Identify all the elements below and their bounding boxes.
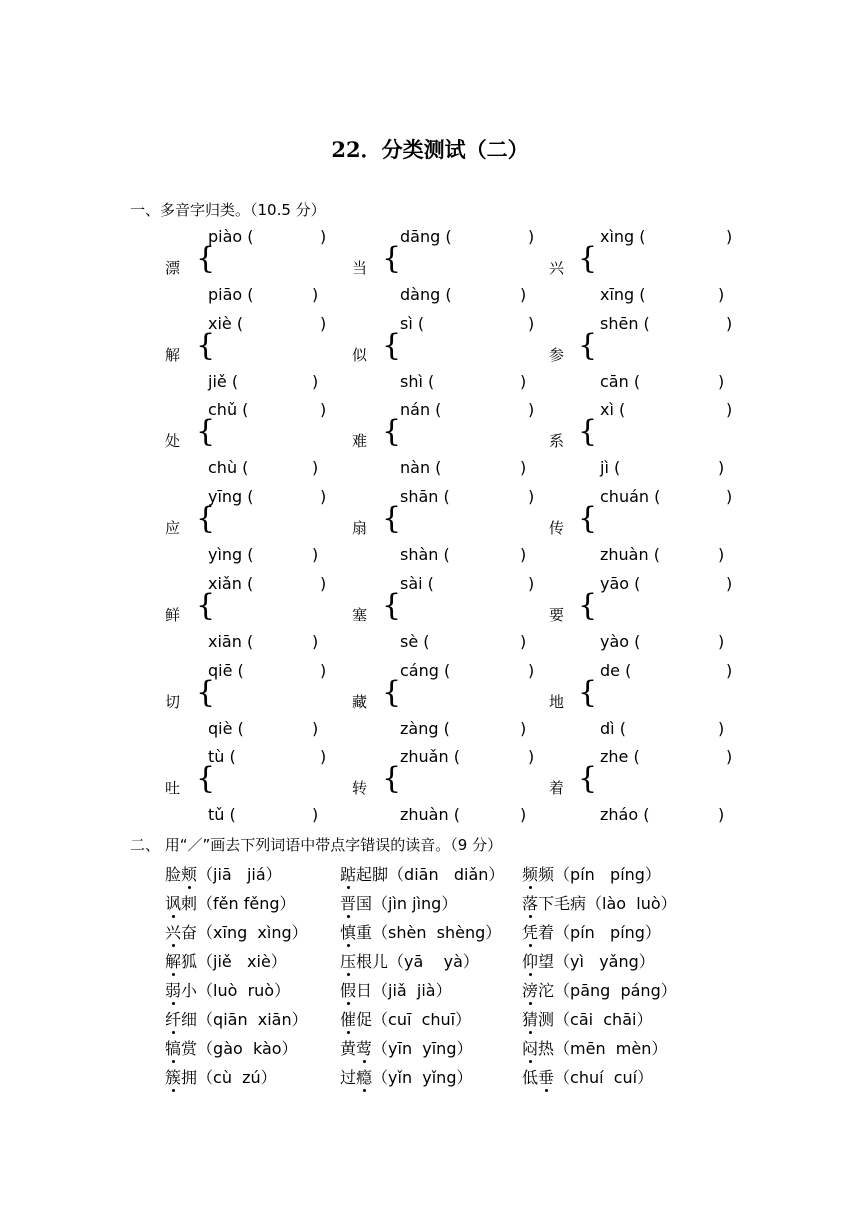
- word-text: 犒赏: [165, 1039, 198, 1058]
- answer-blank-close: ): [520, 631, 527, 651]
- answer-blank-close: ): [718, 545, 725, 565]
- word-text: 脸颊: [165, 865, 198, 884]
- section-1-heading: 一、多音字归类。（10.5 分）: [130, 201, 326, 219]
- word-item: [340, 891, 457, 914]
- pinyin-top: tù (: [208, 747, 236, 767]
- pinyin-options: （xīng xìng）: [197, 923, 308, 942]
- brace-icon: {: [382, 674, 402, 710]
- polyphone-char: 藏: [352, 692, 368, 711]
- dotted-char: 踮: [340, 865, 357, 884]
- brace-icon: {: [382, 501, 402, 537]
- polyphone-char: 塞: [352, 605, 368, 624]
- pinyin-bottom: shàn (: [400, 545, 450, 565]
- pinyin-bottom: zàng (: [400, 718, 450, 738]
- answer-blank-close: ): [312, 718, 319, 738]
- dotted-char: 讽: [165, 894, 182, 913]
- polyphone-char: 当: [352, 259, 368, 277]
- answer-blank-close: ): [320, 400, 327, 420]
- pinyin-bottom: piāo (: [208, 285, 254, 304]
- brace-icon: {: [578, 761, 598, 797]
- pinyin-bottom: jiě (: [208, 371, 239, 391]
- pinyin-options: （jiě xiè）: [197, 952, 287, 971]
- word-item: [165, 920, 308, 943]
- brace-icon: {: [382, 587, 402, 623]
- answer-blank-close: ): [718, 718, 725, 738]
- pinyin-options: （pín píng）: [554, 923, 661, 942]
- polyphone-char: 处: [165, 432, 181, 451]
- answer-blank-close: ): [528, 227, 535, 246]
- brace-icon: {: [578, 501, 598, 537]
- dotted-char: 犒: [165, 1039, 182, 1058]
- pinyin-bottom: xiān (: [208, 631, 254, 651]
- word-text: 低垂: [522, 1068, 555, 1087]
- word-item: [522, 949, 655, 972]
- brace-icon: {: [196, 501, 216, 537]
- answer-blank-close: ): [726, 227, 733, 246]
- pinyin-options: （yì yǎng）: [554, 952, 655, 971]
- pinyin-bottom: chù (: [208, 458, 249, 478]
- word-item: [340, 862, 504, 885]
- pinyin-top: de (: [600, 660, 632, 680]
- word-text: 晋国: [340, 894, 373, 913]
- pinyin-top: xì (: [600, 400, 626, 420]
- dotted-char: 闷: [522, 1039, 539, 1058]
- answer-blank-close: ): [528, 660, 535, 680]
- brace-icon: {: [196, 327, 216, 363]
- answer-blank-close: ): [320, 573, 327, 593]
- answer-blank-close: ): [528, 573, 535, 593]
- pinyin-options: （qiān xiān）: [197, 1010, 308, 1029]
- pinyin-options: （jìn jìng）: [372, 894, 458, 913]
- pinyin-top: shēn (: [600, 313, 650, 333]
- polyphone-char: 切: [165, 692, 181, 711]
- pinyin-options: （yīn yīng）: [372, 1039, 473, 1058]
- answer-blank-close: ): [520, 371, 527, 391]
- word-item: [522, 920, 661, 943]
- word-text: 落下毛病: [522, 894, 587, 913]
- pinyin-bottom: dì (: [600, 718, 626, 738]
- word-item: [340, 1007, 471, 1030]
- pinyin-top: dāng (: [400, 227, 452, 246]
- answer-blank-close: ): [520, 458, 527, 478]
- pinyin-options: （shèn shèng）: [372, 923, 502, 942]
- pinyin-options: （chuí cuí）: [554, 1068, 654, 1087]
- pinyin-top: cáng (: [400, 660, 451, 680]
- polyphone-char: 似: [352, 345, 368, 364]
- answer-blank-close: ): [520, 545, 527, 565]
- answer-blank-close: ): [718, 805, 725, 825]
- dotted-char: 凭: [522, 923, 539, 942]
- dotted-char: 簇: [165, 1068, 182, 1087]
- answer-blank-close: ): [528, 747, 535, 767]
- dotted-char: 仰: [522, 952, 539, 971]
- pinyin-options: （pāng páng）: [554, 981, 677, 1000]
- brace-icon: {: [578, 241, 598, 276]
- word-text: 频频: [522, 865, 555, 884]
- polyphone-char: 传: [549, 519, 565, 538]
- word-text: 解狐: [165, 952, 198, 971]
- answer-blank-close: ): [718, 285, 725, 304]
- word-text: 假日: [340, 981, 373, 1000]
- word-text: 纤细: [165, 1010, 198, 1029]
- brace-icon: {: [196, 761, 216, 797]
- word-text: 簇拥: [165, 1068, 198, 1087]
- pinyin-top: zhe (: [600, 747, 640, 767]
- word-text: 仰望: [522, 952, 555, 971]
- pinyin-top: chǔ (: [208, 400, 249, 420]
- section-2-heading: 二、 用“／”画去下列词语中带点字错误的读音。（9 分）: [130, 836, 503, 854]
- pinyin-bottom: yìng (: [208, 545, 254, 565]
- dotted-char: 莺: [356, 1039, 373, 1058]
- word-item: [165, 949, 287, 972]
- word-text: 兴奋: [165, 923, 198, 942]
- word-text: 慎重: [340, 923, 373, 942]
- pinyin-options: （yǐn yǐng）: [372, 1068, 473, 1087]
- word-item: [165, 978, 290, 1001]
- pinyin-bottom: cān (: [600, 371, 641, 391]
- polyphone-char: 鲜: [165, 605, 181, 624]
- pinyin-options: （fěn fěng）: [197, 894, 296, 913]
- brace-icon: {: [578, 327, 598, 363]
- answer-blank-close: ): [726, 660, 733, 680]
- word-item: [340, 1065, 472, 1088]
- pinyin-bottom: nàn (: [400, 458, 442, 478]
- brace-icon: {: [196, 587, 216, 623]
- word-text: 黄莺: [340, 1039, 373, 1058]
- pinyin-options: （gào kào）: [197, 1039, 298, 1058]
- dotted-char: 落: [522, 894, 539, 913]
- polyphone-char: 转: [352, 779, 368, 798]
- answer-blank-close: ): [320, 227, 327, 246]
- word-item: [165, 1036, 298, 1059]
- word-text: 闷热: [522, 1039, 555, 1058]
- word-text: 凭着: [522, 923, 555, 942]
- answer-blank-close: ): [312, 285, 319, 304]
- pinyin-top: yīng (: [208, 487, 254, 507]
- pinyin-options: （cuī chuī）: [372, 1010, 472, 1029]
- pinyin-options: （cāi chāi）: [554, 1010, 653, 1029]
- answer-blank-close: ): [520, 718, 527, 738]
- polyphone-char: 漂: [165, 259, 181, 277]
- word-item: [340, 978, 452, 1001]
- pinyin-top: piào (: [208, 227, 254, 246]
- dotted-char: 压: [340, 952, 357, 971]
- polyphone-char: 参: [549, 345, 565, 364]
- answer-blank-close: ): [726, 487, 733, 507]
- pinyin-options: （jiǎ jià）: [372, 981, 452, 1000]
- dotted-char: 猜: [522, 1010, 539, 1029]
- pinyin-options: （lào luò）: [586, 894, 677, 913]
- word-item: [522, 1036, 667, 1059]
- dotted-char: 瘾: [356, 1068, 373, 1087]
- word-item: [340, 949, 479, 972]
- pinyin-bottom: zháo (: [600, 805, 650, 825]
- answer-blank-close: ): [312, 805, 319, 825]
- pinyin-options: （luò ruò）: [197, 981, 291, 1000]
- polyphone-char: 系: [549, 432, 565, 451]
- pinyin-top: yāo (: [600, 573, 641, 593]
- pinyin-bottom: shì (: [400, 371, 435, 391]
- brace-icon: {: [578, 674, 598, 710]
- pinyin-options: （cù zú）: [197, 1068, 277, 1087]
- brace-icon: {: [196, 241, 216, 276]
- dotted-char: 垂: [538, 1068, 555, 1087]
- polyphone-char: 应: [165, 519, 181, 538]
- answer-blank-close: ): [718, 631, 725, 651]
- pinyin-bottom: qiè (: [208, 718, 244, 738]
- answer-blank-close: ): [528, 487, 535, 507]
- word-text: 猜测: [522, 1010, 555, 1029]
- word-text: 讽刺: [165, 894, 198, 913]
- pinyin-top: zhuǎn (: [400, 747, 460, 767]
- brace-icon: {: [382, 327, 402, 363]
- word-item: [340, 1036, 472, 1059]
- pinyin-options: （yā yà）: [388, 952, 479, 971]
- word-item: [165, 1065, 277, 1088]
- brace-icon: {: [382, 241, 402, 276]
- pinyin-top: xìng (: [600, 227, 646, 246]
- pinyin-top: sì (: [400, 313, 425, 333]
- pinyin-top: qiē (: [208, 660, 244, 680]
- answer-blank-close: ): [320, 487, 327, 507]
- word-item: [165, 1007, 308, 1030]
- answer-blank-close: ): [528, 313, 535, 333]
- answer-blank-close: ): [528, 400, 535, 420]
- answer-blank-close: ): [718, 371, 725, 391]
- answer-blank-close: ): [726, 313, 733, 333]
- pinyin-bottom: xīng (: [600, 285, 646, 304]
- dotted-char: 假: [340, 981, 357, 1000]
- answer-blank-close: ): [520, 805, 527, 825]
- word-text: 踮起脚: [340, 865, 389, 884]
- pinyin-options: （jiā jiá）: [197, 865, 282, 884]
- answer-blank-close: ): [312, 631, 319, 651]
- pinyin-bottom: zhuàn (: [600, 545, 660, 565]
- answer-blank-close: ): [312, 545, 319, 565]
- pinyin-top: xiǎn (: [208, 573, 254, 593]
- pinyin-bottom: dàng (: [400, 285, 452, 304]
- dotted-char: 滂: [522, 981, 539, 1000]
- pinyin-top: xiè (: [208, 313, 244, 333]
- answer-blank-close: ): [520, 285, 527, 304]
- polyphone-char: 难: [352, 432, 368, 451]
- answer-blank-close: ): [726, 400, 733, 420]
- word-item: [340, 920, 501, 943]
- dotted-char: 晋: [340, 894, 357, 913]
- polyphone-char: 解: [165, 345, 181, 364]
- pinyin-bottom: tǔ (: [208, 805, 236, 825]
- answer-blank-close: ): [320, 747, 327, 767]
- polyphone-char: 扇: [352, 519, 368, 538]
- dotted-char: 弱: [165, 981, 182, 1000]
- brace-icon: {: [382, 761, 402, 797]
- word-item: [522, 1065, 653, 1088]
- polyphone-char: 兴: [549, 259, 565, 277]
- pinyin-bottom: sè (: [400, 631, 430, 651]
- pinyin-top: sài (: [400, 573, 434, 593]
- brace-icon: {: [196, 674, 216, 710]
- word-item: [522, 891, 677, 914]
- dotted-char: 催: [340, 1010, 357, 1029]
- dotted-char: 慎: [340, 923, 357, 942]
- pinyin-bottom: yào (: [600, 631, 641, 651]
- answer-blank-close: ): [320, 660, 327, 680]
- word-item: [522, 1007, 652, 1030]
- dotted-char: 颊: [181, 865, 198, 884]
- pinyin-options: （diān diǎn）: [388, 865, 505, 884]
- pinyin-top: chuán (: [600, 487, 661, 507]
- pinyin-options: （mēn mèn）: [554, 1039, 668, 1058]
- pinyin-bottom: zhuàn (: [400, 805, 460, 825]
- pinyin-top: shān (: [400, 487, 450, 507]
- dotted-char: 频: [522, 865, 539, 884]
- word-item: [165, 891, 296, 914]
- brace-icon: {: [196, 414, 216, 450]
- word-text: 滂沱: [522, 981, 555, 1000]
- brace-icon: {: [578, 587, 598, 623]
- word-text: 催促: [340, 1010, 373, 1029]
- answer-blank-close: ): [726, 747, 733, 767]
- word-text: 压根儿: [340, 952, 389, 971]
- answer-blank-close: ): [320, 313, 327, 333]
- pinyin-options: （pín píng）: [554, 865, 661, 884]
- brace-icon: {: [382, 414, 402, 450]
- polyphone-char: 要: [549, 605, 565, 624]
- word-text: 弱小: [165, 981, 198, 1000]
- polyphone-char: 地: [549, 692, 565, 711]
- word-item: [522, 978, 677, 1001]
- word-item: [522, 862, 661, 885]
- dotted-char: 纤: [165, 1010, 182, 1029]
- answer-blank-close: ): [726, 573, 733, 593]
- word-text: 过瘾: [340, 1068, 373, 1087]
- page-title: 22．分类测试（二）: [331, 137, 529, 162]
- polyphone-char: 吐: [165, 779, 181, 798]
- dotted-char: 解: [165, 952, 182, 971]
- answer-blank-close: ): [312, 371, 319, 391]
- polyphone-char: 着: [549, 779, 565, 798]
- dotted-char: 兴: [165, 923, 182, 942]
- brace-icon: {: [578, 414, 598, 450]
- answer-blank-close: ): [718, 458, 725, 478]
- word-item: [165, 862, 282, 885]
- pinyin-top: nán (: [400, 400, 442, 420]
- answer-blank-close: ): [312, 458, 319, 478]
- pinyin-bottom: jì (: [600, 458, 621, 478]
